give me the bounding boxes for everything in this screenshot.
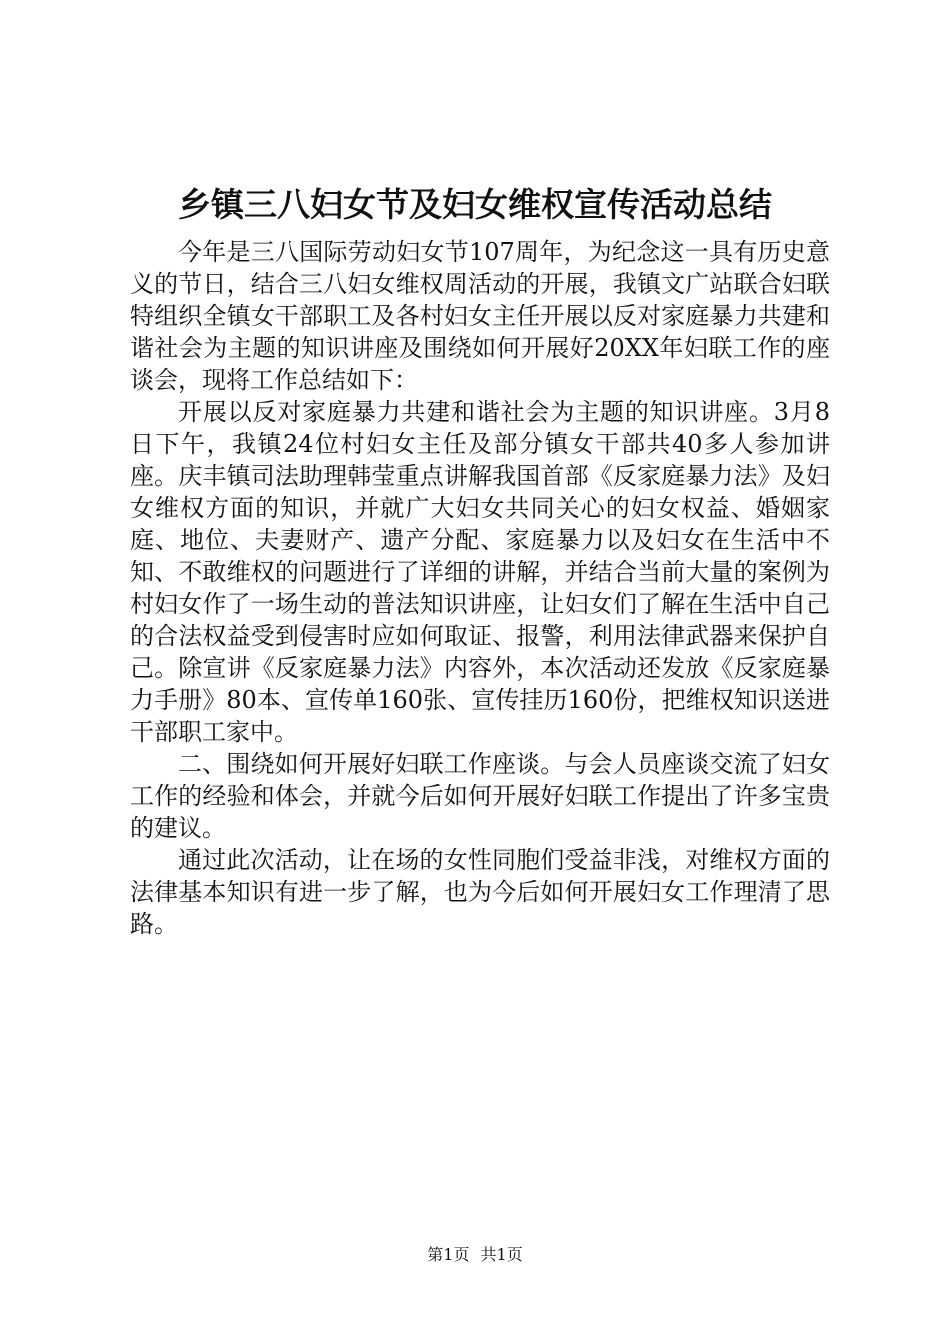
paragraph-lecture: 开展以反对家庭暴力共建和谐社会为主题的知识讲座。3月8日下午，我镇24位村妇女主任及部分镇女干部共40多人参加讲座。庆丰镇司法助理韩莹重点讲解我国首部《反家庭暴力法》及妇女维权方面的知识，并就广大妇女共同关心的妇女权益、婚姻家庭、地位、夫妻财产、遗产分配、家庭暴力以及妇女在生活中不知、不敢维权的问题进行了详细的讲解，并结合当前大量的案例为村妇女作了一场生动的普法知识讲座，让妇女们了解在生活中自己的合法权益受到侵害时应如何取证、报警，利用法律武器来保护自己。除宣讲《反家庭暴力法》内容外，本次活动还发放《反家庭暴力手册》80本、宣传单160张、宣传挂历160份，把维权知识送进干部职工家中。 (130, 398, 830, 746)
paragraph-intro: 今年是三八国际劳动妇女节107周年，为纪念这一具有历史意义的节日，结合三八妇女维权周活动的开展，我镇文广站联合妇联特组织全镇女干部职工及各村妇女主任开展以反对家庭暴力共建和谐社会为主题的知识讲座及围绕如何开展好20XX年妇联工作的座谈会，现将工作总结如下： (130, 238, 830, 394)
paragraph-forum: 二、围绕如何开展好妇联工作座谈。与会人员座谈交流了妇女工作的经验和体会，并就今后如何开展好妇联工作提出了许多宝贵的建议。 (130, 750, 830, 842)
document-body (130, 236, 830, 940)
page-number-current: 第1页 (427, 1245, 470, 1264)
paragraph-conclusion: 通过此次活动，让在场的女性同胞们受益非浅，对维权方面的法律基本知识有进一步了解，也为今后如何开展妇女工作理清了思路。 (130, 846, 830, 938)
document-title: 乡镇三八妇女节及妇女维权宣传活动总结 (178, 185, 772, 224)
page-footer (0, 1244, 950, 1266)
page-number-total: 共1页 (480, 1245, 523, 1264)
